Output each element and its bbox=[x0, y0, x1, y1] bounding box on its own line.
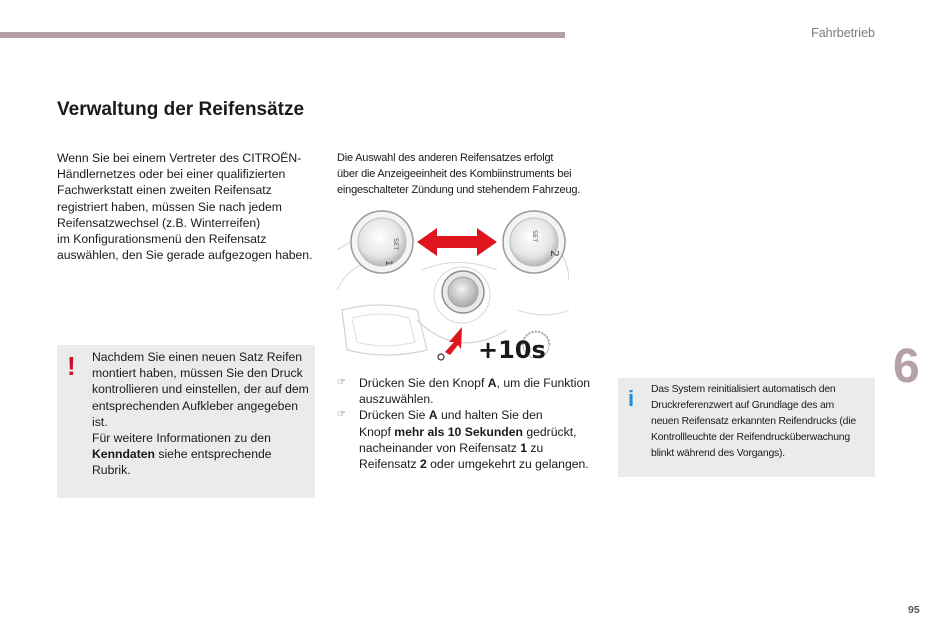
knob-left bbox=[351, 211, 413, 273]
chapter-title: Fahrbetrieb bbox=[811, 26, 875, 40]
chapter-number: 6 bbox=[893, 340, 920, 393]
intro-line: im Konfigurationsmenü den Reifensatz bbox=[57, 232, 267, 247]
intro-line: Wenn Sie bei einem Vertreter des CITROËN- bbox=[57, 151, 302, 165]
steps-list bbox=[337, 375, 597, 472]
kenndaten-link[interactable]: Kenndaten bbox=[92, 447, 155, 462]
intro-paragraph bbox=[57, 150, 319, 263]
step2-text: Drücken Sie bbox=[359, 408, 429, 423]
step2-text-line4: Reifensatz bbox=[359, 457, 420, 472]
warning-line: Nachdem Sie einen neuen Satz Reifen bbox=[92, 350, 303, 364]
step2-text-line3-rest: zu bbox=[527, 440, 544, 455]
button-a-icon bbox=[438, 354, 444, 360]
header-rule bbox=[0, 32, 565, 38]
info-box bbox=[618, 378, 875, 477]
info-line: Das System reinitialisiert automatisch den bbox=[651, 384, 836, 395]
warning-icon: ! bbox=[67, 351, 76, 381]
warning-line: Rubrik. bbox=[92, 463, 131, 478]
intro-line: Reifensatzwechsel (z.B. Winterreifen) bbox=[57, 215, 261, 230]
tire-set-digit-right: 2 bbox=[548, 250, 561, 257]
step2-text-rest: und halten Sie den bbox=[437, 408, 543, 423]
toggle-arrow-icon bbox=[417, 228, 497, 256]
selection-line: eingeschalteter Zündung und stehendem Fahrzeug. bbox=[337, 184, 581, 196]
info-line: neuen Reifensatz erkannten Reifendrucks (die bbox=[651, 416, 856, 427]
instrument-panel-figure bbox=[337, 210, 569, 367]
set-label-right: SET bbox=[531, 230, 539, 243]
step2-duration: mehr als 10 Sekunden bbox=[394, 424, 523, 439]
warning-line: Für weitere Informationen zu den bbox=[92, 431, 271, 446]
step2-text-line3: nacheinander von Reifensatz bbox=[359, 440, 521, 455]
pointing-hand-icon: ☞ bbox=[337, 409, 346, 421]
step-item bbox=[337, 407, 597, 472]
intro-line: registriert haben, müssen Sie nach jedem bbox=[57, 199, 282, 214]
intro-line: auswählen, den Sie gerade aufgezogen haben. bbox=[57, 248, 313, 263]
warning-reference bbox=[92, 446, 312, 462]
selection-line: über die Anzeigeeinheit des Kombiinstruments bei bbox=[337, 168, 572, 180]
step1-button-name: A bbox=[487, 376, 497, 390]
warning-box bbox=[57, 345, 315, 498]
intro-line: Händlernetzes oder bei einer qualifizierten bbox=[57, 167, 286, 182]
warning-line: kontrollieren und einstellen, der auf dem bbox=[92, 382, 309, 397]
intro-line: Fachwerkstatt einen zweiten Reifensatz bbox=[57, 183, 272, 198]
info-text bbox=[651, 382, 871, 462]
step1-text-line2: auszuwählen. bbox=[359, 392, 434, 407]
page-title: Verwaltung der Reifensätze bbox=[57, 99, 305, 120]
info-line: blinkt während des Vorgangs). bbox=[651, 448, 785, 459]
info-line: Druckreferenzwert auf Grundlage des am bbox=[651, 400, 834, 411]
timer-label: +10s bbox=[478, 336, 546, 364]
step1-text-rest: , um die Funktion bbox=[496, 376, 591, 390]
selection-line: Die Auswahl des anderen Reifensatzes erfolgt bbox=[337, 152, 554, 164]
knob-right bbox=[503, 211, 565, 273]
step2-set-one: 1 bbox=[520, 440, 528, 455]
warning-line: ist. bbox=[92, 414, 108, 429]
step2-text-line4-rest: oder umgekehrt zu gelangen. bbox=[426, 457, 589, 472]
warning-text bbox=[92, 349, 312, 479]
step2-text-line2: Knopf bbox=[359, 424, 395, 439]
instrument-panel-illustration bbox=[337, 210, 569, 367]
step2-button-name: A bbox=[428, 408, 438, 423]
step2-text-line2-rest: gedrückt, bbox=[522, 424, 577, 439]
warning-reference-rest: siehe entsprechende bbox=[154, 447, 272, 462]
set-label-left: SET bbox=[392, 238, 400, 251]
warning-line: montiert haben, müssen Sie den Druck bbox=[92, 366, 303, 381]
tire-set-digit-left: 1 bbox=[383, 260, 393, 266]
step-item bbox=[337, 375, 597, 407]
info-line: Kontrollleuchte der Reifendrucküberwachung bbox=[651, 432, 850, 443]
step1-text: Drücken Sie den Knopf bbox=[359, 376, 488, 390]
selection-paragraph bbox=[337, 150, 597, 198]
pointing-hand-icon: ☞ bbox=[337, 377, 346, 388]
page-number: 95 bbox=[908, 604, 920, 616]
info-icon: i bbox=[628, 386, 635, 411]
step2-set-two: 2 bbox=[419, 457, 427, 472]
press-arrow-icon bbox=[445, 327, 462, 355]
warning-line: entsprechenden Aufkleber angegeben bbox=[92, 398, 299, 413]
